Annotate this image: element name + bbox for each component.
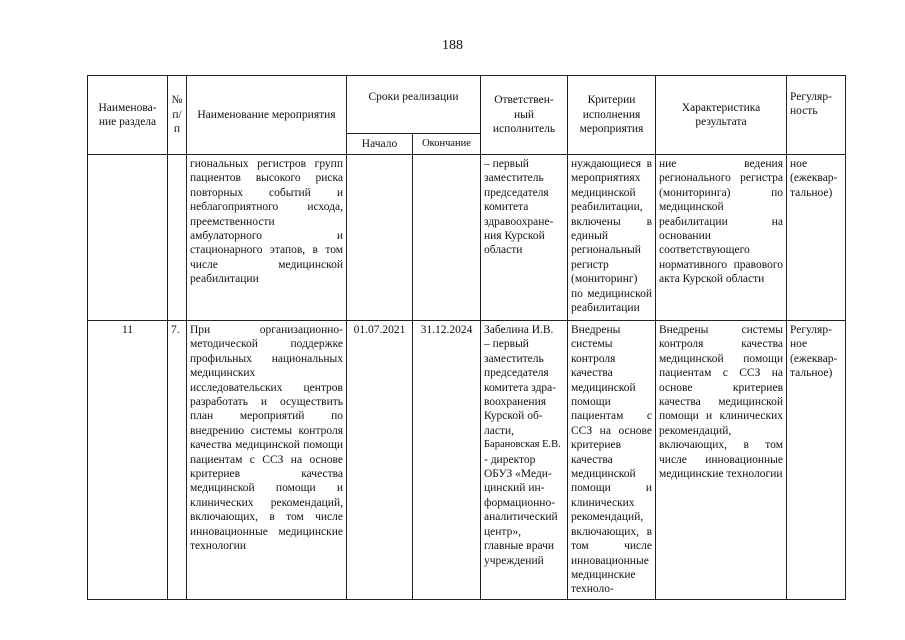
row2-number: 7.: [168, 321, 187, 600]
row1-start: [347, 155, 413, 321]
row2-responsible-secondary: - директор ОБУЗ «Меди- цинский ин- формационно- аналитический центр», главные врачи учреждений: [484, 453, 558, 567]
header-section-name: Наименова- ние раздела: [88, 76, 168, 155]
row2-responsible-secondary-name: Барановская Е.В.: [484, 439, 561, 451]
row2-responsible: [481, 321, 568, 600]
row2-section: 11: [88, 321, 168, 600]
measures-table: [87, 75, 846, 600]
row2-regularity: Регуляр- ное (ежеквар- тальное): [787, 321, 846, 600]
row2-measure: При организационно-методической поддержке профильных национальных медицинских исследовательских центров разработать и осуществить план мероприятий по внедрению системы контроля качества медицинской помощи пациентам с ССЗ на основе критериев качества медицинской помощи и клинических рекомендаций, включающих, в том числе инновационные медицинские технологии: [187, 321, 347, 600]
header-end: Окончание: [413, 134, 481, 155]
row1-result: ние ведения регионального регистра (мониторинга) по медицинской реабилитации на основании соответствующего нормативного правового акта Курской области: [656, 155, 787, 321]
header-regularity: Регуляр- ность: [787, 76, 846, 155]
row2-end: 31.12.2024: [413, 321, 481, 600]
row1-measure: гиональных регистров групп пациентов высокого риска повторных событий и неблагоприятного исхода, преемственности амбулаторного и стационарного этапов, в том числе медицинской реабилитации: [187, 155, 347, 321]
row1-responsible: – первый заместитель председателя комитета здравоохране- ния Курской области: [481, 155, 568, 321]
header-responsible: Ответствен- ный исполнитель: [481, 76, 568, 155]
row1-criteria: нуждающиеся в мероприятиях медицинской реабилитации, включены в единый региональный регистр (мониторинг) по медицинской реабилитации: [568, 155, 656, 321]
header-deadlines: Сроки реализации: [347, 76, 481, 134]
header-criteria: Критерии исполнения мероприятия: [568, 76, 656, 155]
header-measure-name: Наименование мероприятия: [187, 76, 347, 155]
row1-end: [413, 155, 481, 321]
row1-number: [168, 155, 187, 321]
row1-section: [88, 155, 168, 321]
row2-criteria: Внедрены системы контроля качества медицинской помощи пациентам с ССЗ на основе критериев качества медицинской помощи и клинических рекомендаций, включающих, в том числе инновационные медицинские техноло-: [568, 321, 656, 600]
header-start: Начало: [347, 134, 413, 155]
row2-result: Внедрены системы контроля качества медицинской помощи пациентам с ССЗ на основе критериев качества медицинской помощи и клинических рекомендаций, включающих, в том числе инновационные медицинские технологии: [656, 321, 787, 600]
row1-regularity: ное (ежеквар- тальное): [787, 155, 846, 321]
row2-start: 01.07.2021: [347, 321, 413, 600]
header-row: [88, 76, 846, 134]
table-row: [88, 321, 846, 600]
row2-responsible-primary: Забелина И.В. – первый заместитель председателя комитета здра- воохранения Курской об- ласти,: [484, 324, 557, 437]
header-result: Характеристика результата: [656, 76, 787, 155]
page-number: 188: [442, 38, 463, 53]
header-number: № п/п: [168, 76, 187, 155]
table-row: [88, 155, 846, 321]
